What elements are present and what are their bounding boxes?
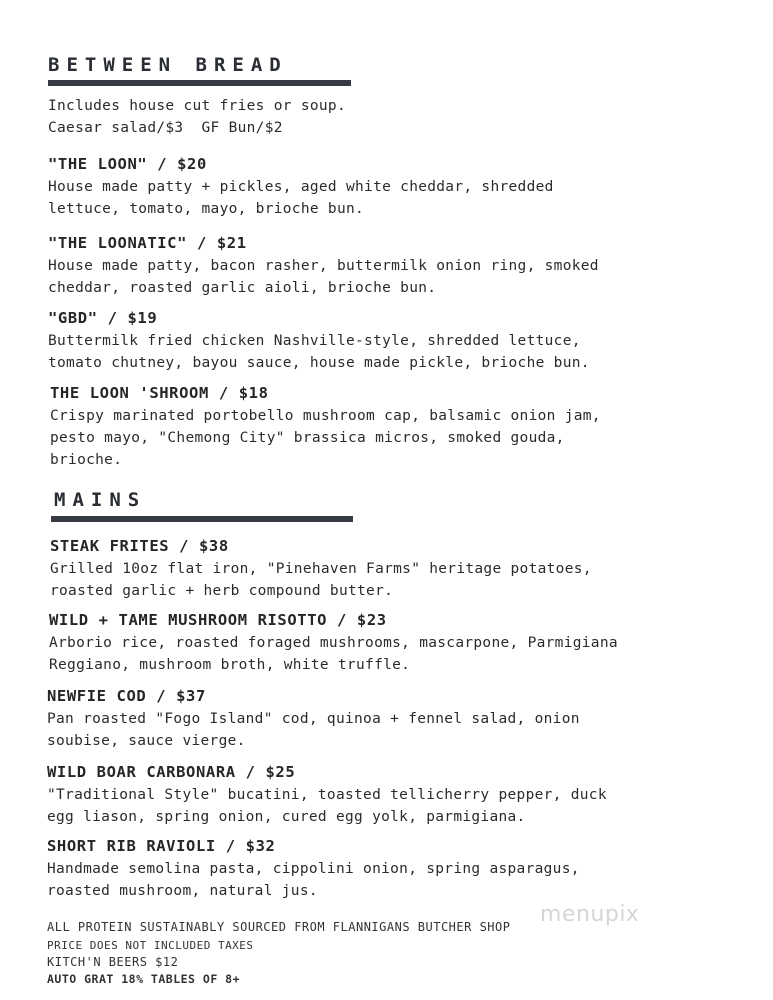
menu-item-desc: Pan roasted "Fogo Island" cod, quinoa + fennel salad, onion bbox=[47, 711, 580, 727]
between-bread-title: BETWEEN BREAD bbox=[48, 54, 288, 76]
menu-item-desc: Grilled 10oz flat iron, "Pinehaven Farms" heritage potatoes, bbox=[50, 561, 592, 577]
menu-item-name: SHORT RIB RAVIOLI / $32 bbox=[47, 837, 276, 855]
menu-item-desc: Crispy marinated portobello mushroom cap, balsamic onion jam, bbox=[50, 408, 601, 424]
menu-item-desc: brioche. bbox=[50, 452, 123, 468]
footer-note-gratuity: AUTO GRAT 18% TABLES OF 8+ bbox=[47, 972, 241, 986]
menu-item-name: "THE LOON" / $20 bbox=[48, 155, 207, 173]
menu-item-name: STEAK FRITES / $38 bbox=[50, 537, 229, 555]
menu-item-desc: Reggiano, mushroom broth, white truffle. bbox=[49, 657, 411, 673]
menu-item-desc: Handmade semolina pasta, cippolini onion, spring asparagus, bbox=[47, 861, 580, 877]
menu-item-name: "GBD" / $19 bbox=[48, 309, 158, 327]
menu-item-desc: lettuce, tomato, mayo, brioche bun. bbox=[48, 201, 365, 217]
menu-item-desc: pesto mayo, "Chemong City" brassica micros, smoked gouda, bbox=[50, 430, 565, 446]
section-divider bbox=[51, 516, 353, 522]
menu-item-desc: House made patty, bacon rasher, buttermilk onion ring, smoked bbox=[48, 258, 599, 274]
menu-item-desc: roasted garlic + herb compound butter. bbox=[50, 583, 394, 599]
menu-item-desc: egg liason, spring onion, cured egg yolk, parmigiana. bbox=[47, 809, 526, 825]
section-divider bbox=[48, 80, 351, 86]
footer-note-beers: KITCH'N BEERS $12 bbox=[47, 955, 179, 969]
menu-item-desc: cheddar, roasted garlic aioli, brioche bun. bbox=[48, 280, 437, 296]
menu-item-name: THE LOON 'SHROOM / $18 bbox=[50, 384, 269, 402]
between-bread-intro-1: Includes house cut fries or soup. bbox=[48, 98, 346, 114]
menu-item-desc: Buttermilk fried chicken Nashville-style, shredded lettuce, bbox=[48, 333, 581, 349]
menu-item-name: WILD + TAME MUSHROOM RISOTTO / $23 bbox=[49, 611, 387, 629]
menu-item-name: NEWFIE COD / $37 bbox=[47, 687, 206, 705]
between-bread-intro-2: Caesar salad/$3 GF Bun/$2 bbox=[48, 120, 283, 136]
menu-item-name: "THE LOONATIC" / $21 bbox=[48, 234, 247, 252]
menu-item-desc: tomato chutney, bayou sauce, house made pickle, brioche bun. bbox=[48, 355, 590, 371]
menu-item-name: WILD BOAR CARBONARA / $25 bbox=[47, 763, 296, 781]
footer-note-taxes: PRICE DOES NOT INCLUDED TAXES bbox=[47, 939, 254, 952]
menu-item-desc: soubise, sauce vierge. bbox=[47, 733, 246, 749]
menu-item-desc: Arborio rice, roasted foraged mushrooms, mascarpone, Parmigiana bbox=[49, 635, 618, 651]
menu-item-desc: House made patty + pickles, aged white cheddar, shredded bbox=[48, 179, 554, 195]
watermark-logo: menupix bbox=[540, 902, 640, 927]
menu-item-desc: roasted mushroom, natural jus. bbox=[47, 883, 318, 899]
mains-title: MAINS bbox=[54, 489, 147, 511]
footer-note-sourcing: ALL PROTEIN SUSTAINABLY SOURCED FROM FLANNIGANS BUTCHER SHOP bbox=[47, 920, 511, 934]
menu-item-desc: "Traditional Style" bucatini, toasted tellicherry pepper, duck bbox=[47, 787, 607, 803]
